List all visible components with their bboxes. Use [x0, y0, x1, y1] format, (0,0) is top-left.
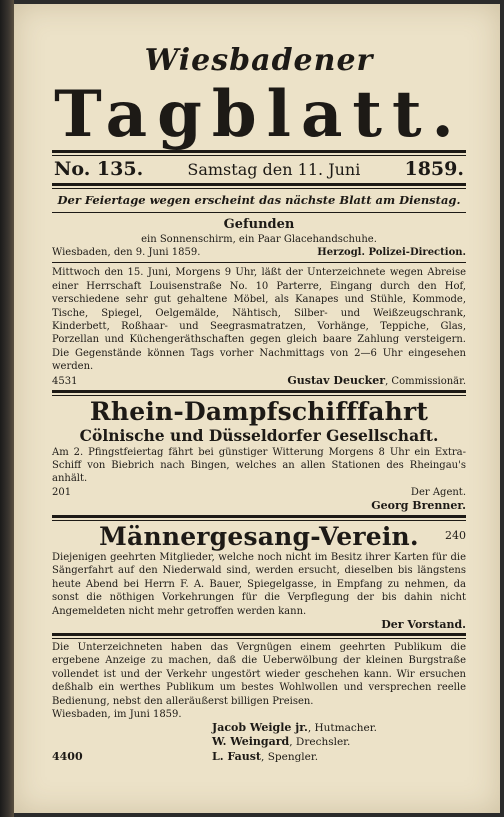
masthead-title: Tagblatt.	[54, 77, 464, 152]
found-authority: Herzogl. Polizei-Direction.	[317, 247, 466, 259]
verein-footer	[52, 618, 466, 631]
book-binding	[0, 0, 14, 817]
bridge-place-date: Wiesbaden, im Juni 1859.	[52, 708, 182, 720]
found-footer	[52, 246, 466, 259]
bridge-text: Die Unterzeichneten haben das Vergnügen einem geehrten Publikum die ergebene Anzeige zu machen, daß die Ueberwölbung der kleinen Burgstraße vollendet ist und der Verkehr ungestört wieder geschehen kann. Wir ersuchen deßhalb ein werthes Publikum um bestes Wohlwollen und versprechen reelle Bedienung, nebst den alleräußerst billigen Preisen.	[52, 641, 466, 707]
verein-notice	[52, 523, 466, 631]
bridge-signers	[52, 721, 466, 765]
issue-rule	[52, 183, 466, 189]
signer-role: , Hutmacher.	[307, 721, 377, 734]
page-content	[52, 4, 466, 764]
steamship-footer	[52, 486, 466, 513]
verein-signer: Der Vorstand.	[381, 617, 466, 631]
bridge-signer-2	[52, 735, 466, 750]
issue-date: Samstag den 11. Juni	[187, 160, 361, 179]
bridge-signer-3	[52, 750, 466, 765]
auction-footer	[52, 374, 466, 388]
newspaper-page	[14, 4, 500, 813]
masthead-city: Wiesbadener	[144, 43, 374, 78]
signer-name: L. Faust	[212, 749, 262, 763]
signer-name: W. Weingard	[212, 735, 290, 749]
steamship-title: Rhein-Dampfschifffahrt	[89, 396, 429, 426]
bridge-notice	[52, 641, 466, 765]
verein-title: Männergesang-Verein.	[99, 521, 419, 551]
divider	[52, 515, 466, 521]
auction-text: Mittwoch den 15. Juni, Morgens 9 Uhr, läßt der Unterzeichnete wegen Abreise einer Herrschaft Louisenstraße No. 10 Parterre, Eingang durch den Hof, verschiedene sehr gut gehaltene Möbel, als Kanapes und Stühle, Kommode, Tische, Spiegel, Oelgemälde, Nähtisch, Silber- und Weißzeugschrank, Kinderbett, Roßhaar- und Seegrasmatratzen, Vorhänge, Teppiche, Glas, Porzellan und Küchengeräthschaften gegen gleich baare Zahlung versteigern. Die Gegenstände können Tags vorher Nachmittags von 2—6 Uhr eingesehen werden.	[52, 267, 466, 373]
issue-line	[52, 158, 466, 181]
auction-number: 4531	[52, 375, 78, 387]
verein-number: 240	[445, 528, 466, 542]
divider	[52, 262, 466, 263]
divider	[52, 390, 466, 396]
masthead	[52, 43, 466, 152]
steamship-text: Am 2. Pfingstfeiertag fährt bei günstiger Witterung Morgens 8 Uhr ein Extra-Schiff von Biebrich nach Bingen, welches an allen Stationen des Rheingau's anhält.	[52, 446, 466, 485]
signer-name: Jacob Weigle jr.	[212, 720, 308, 734]
found-title: Gefunden	[223, 217, 295, 232]
found-place-date: Wiesbaden, den 9. Juni 1859.	[52, 247, 201, 259]
bridge-number: 4400	[52, 749, 83, 763]
signer-role: , Spengler.	[261, 750, 319, 763]
steamship-subtitle: Cölnische und Düsseldorfer Gesellschaft.	[79, 425, 439, 445]
steamship-notice	[52, 398, 466, 513]
auction-signer: Gustav Deucker	[287, 373, 386, 387]
bridge-signer-1	[52, 721, 466, 736]
steamship-role: Der Agent.	[410, 486, 466, 498]
holiday-notice: Der Feiertage wegen erscheint das nächste Blatt am Dienstag.	[57, 193, 461, 207]
steamship-signer: Georg Brenner.	[371, 498, 466, 512]
steamship-number: 201	[52, 486, 72, 498]
bridge-place-date-row	[52, 708, 466, 721]
found-notice	[52, 216, 466, 259]
auction-notice	[52, 266, 466, 387]
divider	[52, 633, 466, 639]
issue-number: No. 135.	[54, 158, 144, 180]
auction-role: , Commissionär.	[385, 375, 466, 387]
found-text: ein Sonnenschirm, ein Paar Glacehandschuhe.	[141, 234, 377, 245]
divider	[52, 212, 466, 213]
signer-role: , Drechsler.	[289, 736, 351, 749]
verein-text: Diejenigen geehrten Mitglieder, welche noch nicht im Besitz ihrer Karten für die Sängerfahrt auf den Niederwald sind, werden ersucht, dieselben bis längstens heute Abend bei Herrn F. A. Bauer, Spiegelgasse, in Empfang zu nehmen, da sonst die nöthigen Vorkehrungen für die Verpflegung der bis dahin nicht Angemeldeten nicht mehr getroffen werden kann.	[52, 551, 466, 617]
issue-year: 1859.	[404, 158, 464, 180]
